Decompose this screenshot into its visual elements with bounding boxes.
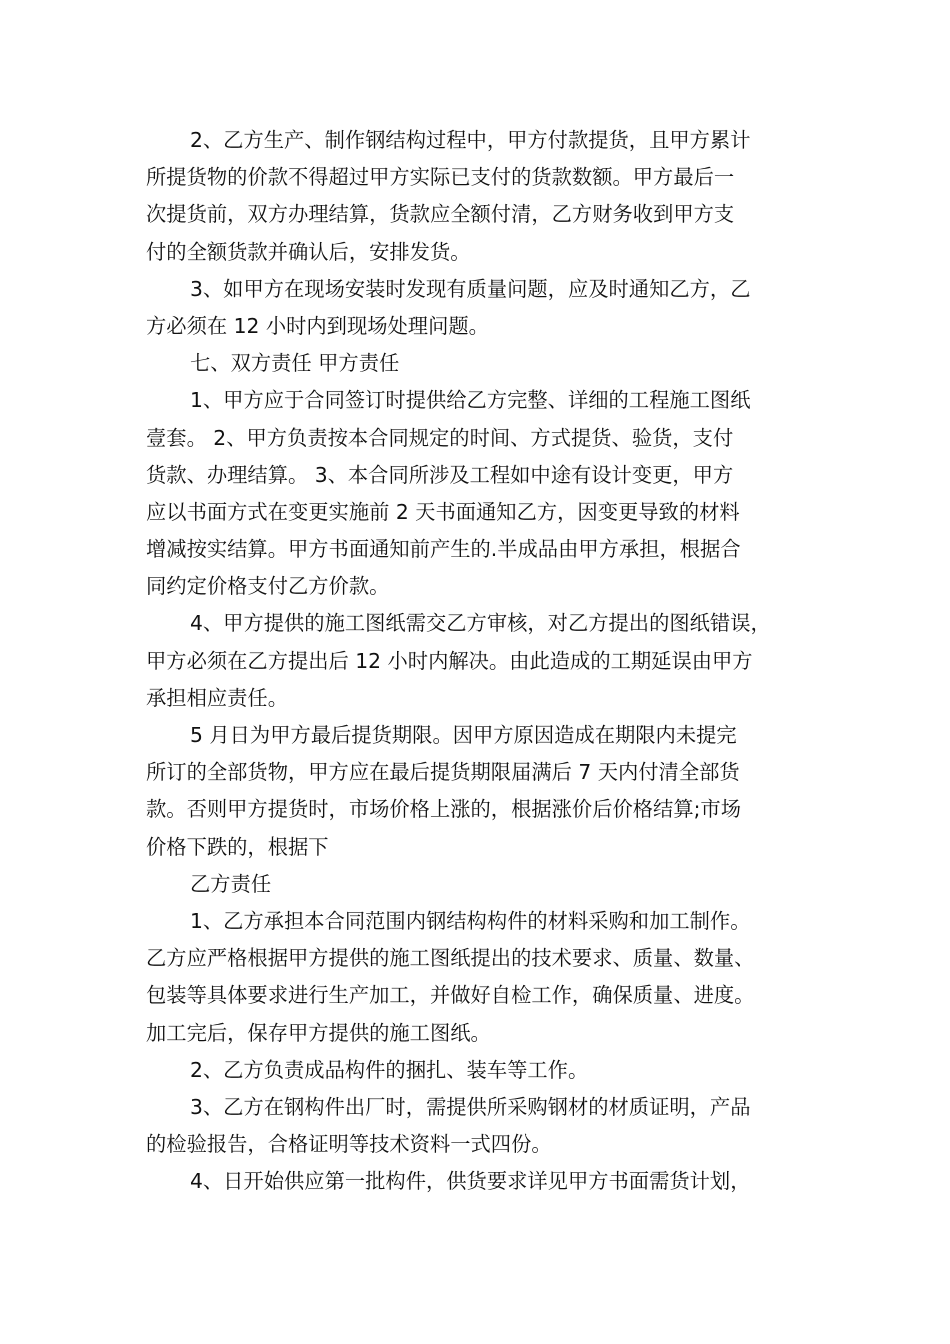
text-line: 价格下跌的，根据下 (146, 834, 329, 859)
text-line: 2、乙方负责成品构件的捆扎、装车等工作。 (190, 1057, 589, 1082)
document-body (146, 122, 806, 1200)
text-line: 包装等具体要求进行生产加工，并做好自检工作，确保质量、进度。 (146, 983, 755, 1008)
text-line: 款。否则甲方提货时，市场价格上涨的，根据涨价后价格结算;市场 (146, 797, 741, 822)
text-line: 货款、办理结算。 3、本合同所涉及工程如中途有设计变更，甲方 (146, 462, 734, 487)
text-line: 加工完后，保存甲方提供的施工图纸。 (146, 1020, 491, 1045)
section-heading: 七、双方责任 甲方责任 (190, 351, 400, 376)
text-line: 次提货前，双方办理结算，货款应全额付清，乙方财务收到甲方支 (146, 202, 735, 227)
text-line: 付的全额货款并确认后，安排发货。 (146, 239, 471, 264)
text-line: 甲方必须在乙方提出后 12 小时内解决。由此造成的工期延误由甲方 (146, 648, 753, 673)
text-line: 承担相应责任。 (146, 685, 288, 710)
text-line: 的检验报告，合格证明等技术资料一式四份。 (146, 1132, 552, 1157)
text-line: 2、乙方生产、制作钢结构过程中，甲方付款提货，且甲方累计 (190, 128, 751, 152)
text-line: 4、甲方提供的施工图纸需交乙方审核，对乙方提出的图纸错误， (190, 611, 771, 636)
text-line: 同约定价格支付乙方价款。 (146, 574, 390, 599)
text-line: 方必须在 12 小时内到现场处理问题。 (146, 313, 489, 338)
text-line: 所订的全部货物，甲方应在最后提货期限届满后 7 天内付清全部货 (146, 760, 740, 785)
text-line: 4、日开始供应第一批构件，供货要求详见甲方书面需货计划， (190, 1169, 751, 1194)
text-line: 3、如甲方在现场安装时发现有质量问题，应及时通知乙方，乙 (190, 276, 751, 301)
text-line: 乙方应严格根据甲方提供的施工图纸提出的技术要求、质量、数量、 (146, 946, 755, 971)
text-line: 壹套。 2、甲方负责按本合同规定的时间、方式提货、验货，支付 (146, 425, 734, 450)
text-line: 1、乙方承担本合同范围内钢结构构件的材料采购和加工制作。 (190, 908, 751, 933)
text-line: 增减按实结算。甲方书面通知前产生的.半成品由甲方承担，根据合 (146, 537, 741, 562)
text-line: 5 月日为甲方最后提货期限。因甲方原因造成在期限内未提完 (190, 723, 737, 747)
text-line: 应以书面方式在变更实施前 2 天书面通知乙方，因变更导致的材料 (146, 499, 740, 524)
section-heading: 乙方责任 (190, 871, 272, 896)
text-line: 3、乙方在钢构件出厂时，需提供所采购钢材的材质证明，产品 (190, 1094, 751, 1119)
text-line: 所提货物的价款不得超过甲方实际已支付的货款数额。甲方最后一 (146, 165, 735, 190)
text-line: 1、甲方应于合同签订时提供给乙方完整、详细的工程施工图纸 (190, 388, 751, 413)
